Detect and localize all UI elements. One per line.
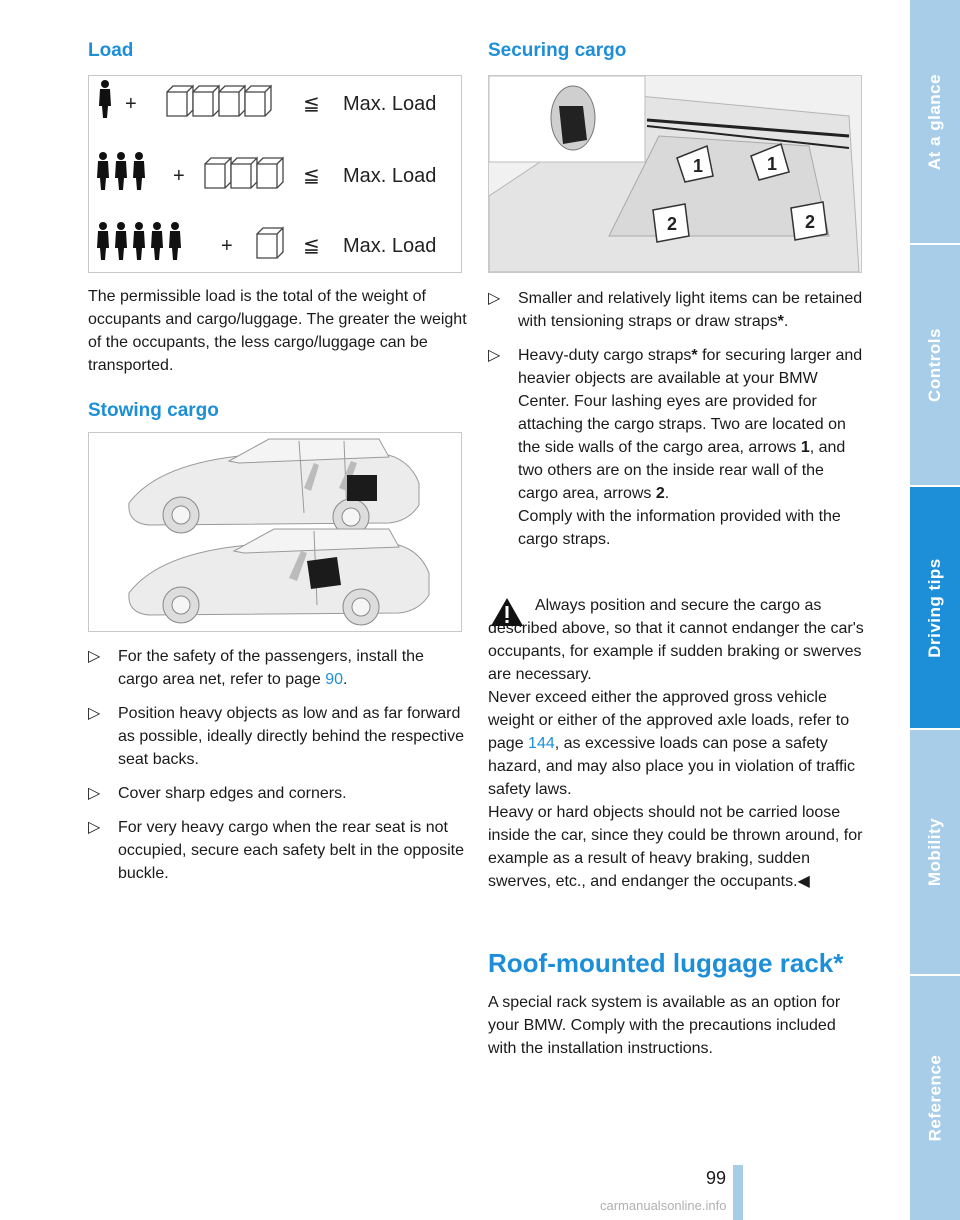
list-item: ▷ Heavy-duty cargo straps* for securing larger and heavier objects are available at your BMW Center. Four lashing eyes are provided for attaching the cargo straps. Two are located on the side walls of the cargo area, arrows 1, and two others are on the inside rear wall of the cargo area, arrows 2. Comply with the information provided with the cargo straps. [488, 344, 868, 551]
stowing-figure [88, 432, 462, 632]
callout-1b: 1 [767, 154, 778, 174]
list-item: ▷ Position heavy objects as low and as far forward as possible, ideally directly behind the respective seat backs. [88, 702, 468, 771]
page-90-link[interactable]: 90 [325, 671, 344, 688]
load-paragraph: The permissible load is the total of the weight of occupants and cargo/luggage. The greater the weight of the occupants, the less cargo/luggage can be transported. [88, 288, 467, 374]
bullet-icon: ▷ [88, 648, 101, 665]
svg-text:+: + [173, 165, 185, 187]
car-cargo-illustration [89, 433, 461, 631]
bullet-icon: ▷ [88, 819, 101, 836]
section-sidebar [910, 0, 960, 1220]
tab-mobility[interactable]: Mobility [910, 730, 960, 976]
list-item: ▷ Cover sharp edges and corners. [88, 782, 468, 805]
footer-watermark: carmanualsonline.info [600, 1198, 727, 1213]
stowing-heading: Stowing cargo [88, 400, 219, 421]
tab-reference[interactable]: Reference [910, 976, 960, 1220]
load-diagram [89, 76, 461, 272]
list-item: ▷ For the safety of the passengers, install the cargo area net, refer to page 90. [88, 645, 468, 691]
warning-paragraph-3: Heavy or hard objects should not be carried loose inside the car, since they could be thrown around, for example as a result of heavy braking, sudden swerves, etc., and endanger the occupants.◀ [488, 804, 863, 890]
callout-2b: 2 [805, 212, 816, 232]
securing-figure [488, 75, 862, 273]
svg-text:+: + [125, 93, 137, 115]
callout-2a: 2 [667, 214, 678, 234]
tab-driving-tips[interactable]: Driving tips [910, 487, 960, 730]
securing-list [488, 287, 868, 562]
tab-controls[interactable]: Controls [910, 245, 960, 487]
warning-paragraph-1: Always position and secure the cargo as described above, so that it cannot endanger the car's occupants, for example if sudden braking or swerves are necessary. [488, 597, 864, 683]
securing-heading: Securing cargo [488, 40, 627, 61]
warning-note [488, 594, 868, 893]
load-row-3-label: Max. Load [343, 235, 437, 257]
page-number: 99 [705, 1168, 726, 1188]
svg-text:≦: ≦ [303, 235, 320, 257]
warning-paragraph-2: Never exceed either the approved gross vehicle weight or either of the approved axle loads, refer to page 144, as excessive loads can pose a safety hazard, and may also place you in violation of traffic safety laws. [488, 689, 856, 798]
load-row-2 [97, 152, 436, 190]
svg-text:≦: ≦ [303, 93, 320, 115]
svg-text:≦: ≦ [303, 165, 320, 187]
bullet-icon: ▷ [88, 785, 101, 802]
svg-text:+: + [221, 235, 233, 257]
bullet-icon: ▷ [488, 290, 501, 307]
load-row-2-label: Max. Load [343, 165, 437, 187]
roof-rack-heading: Roof-mounted luggage rack* [488, 948, 844, 978]
bullet-icon: ▷ [88, 705, 101, 722]
load-figure [88, 75, 462, 273]
list-item: ▷ Smaller and relatively light items can be retained with tensioning straps or draw straps*. [488, 287, 868, 333]
stowing-list [88, 645, 468, 896]
bullet-icon: ▷ [488, 347, 501, 364]
page-144-link[interactable]: 144 [528, 735, 555, 752]
page-number-bar [733, 1165, 743, 1220]
load-row-3 [97, 222, 436, 260]
callout-1a: 1 [693, 156, 704, 176]
tab-at-a-glance[interactable]: At a glance [910, 0, 960, 245]
load-row-1 [99, 80, 436, 118]
load-row-1-label: Max. Load [343, 93, 437, 115]
optional-equipment-star: * [691, 347, 698, 364]
roof-rack-paragraph: A special rack system is available as an option for your BMW. Comply with the precautions included with the installation instructions. [488, 994, 841, 1057]
optional-equipment-star: * [777, 313, 784, 330]
load-heading: Load [88, 40, 134, 61]
cargo-area-illustration [489, 76, 861, 272]
list-item: ▷ For very heavy cargo when the rear seat is not occupied, secure each safety belt in the opposite buckle. [88, 816, 468, 885]
end-mark-icon: ◀ [797, 873, 810, 890]
